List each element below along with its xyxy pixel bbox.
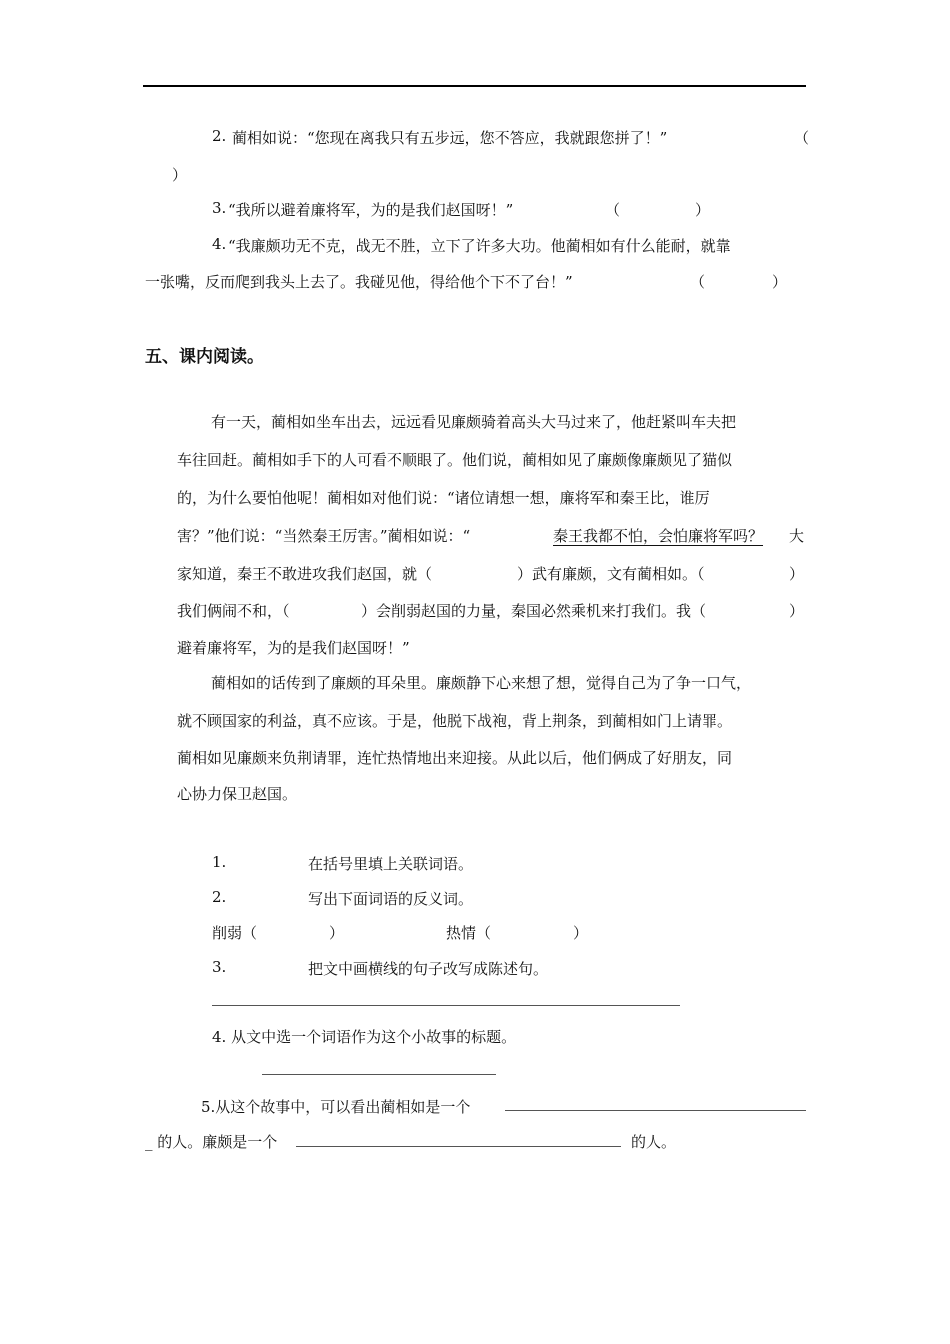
question-5-part3: 的人。 [631, 1133, 677, 1151]
item-3-paren-open: （ [605, 201, 621, 219]
antonym-1-close: ） [329, 924, 345, 942]
passage-line-3: 的，为什么要怕他呢！蔺相如对他们说：“诸位请想一想，廉将军和秦王比，谁厉 [177, 489, 710, 507]
item-2-text: 蔺相如说：“您现在离我只有五步远，您不答应，我就跟您拼了！” [232, 129, 668, 147]
question-5-part2: _ 的人。廉颇是一个 [145, 1133, 278, 1151]
question-4-answer-line[interactable] [262, 1074, 496, 1075]
item-4-text-line2: 一张嘴，反而爬到我头上去了。我碰见他，得给他个下不了台！” [145, 273, 573, 291]
question-1-text: 在括号里填上关联词语。 [308, 855, 474, 873]
item-4-text-line1: “我廉颇功无不克，战无不胜，立下了许多大功。他蔺相如有什么能耐，就靠 [228, 237, 731, 255]
passage-line-4c: 大 [789, 527, 805, 545]
paragraph2-line-2: 就不顾国家的利益，真不应该。于是，他脱下战袍，背上荆条，到蔺相如门上请罪。 [177, 712, 733, 730]
passage-line-4a: 害？”他们说：“当然秦王厉害。”蔺相如说：“ [177, 527, 471, 545]
question-3-number: 3. [212, 958, 227, 976]
question-5-blank-2[interactable] [296, 1146, 621, 1147]
paragraph2-line-4: 心协力保卫赵国。 [177, 785, 298, 803]
passage-line-6b: ）会削弱赵国的力量，秦国必然乘机来打我们。我（ [361, 602, 707, 620]
item-4-paren-open: （ [690, 273, 706, 291]
question-5-blank-1[interactable] [505, 1110, 806, 1111]
passage-line-6a: 我们俩闹不和，（ [177, 602, 290, 620]
passage-line-1: 有一天，蔺相如坐车出去，远远看见廉颇骑着高头大马过来了，他赶紧叫车夫把 [211, 413, 737, 431]
paragraph2-line-3: 蔺相如见廉颇来负荆请罪，连忙热情地出来迎接。从此以后，他们俩成了好朋友，同 [177, 749, 733, 767]
question-1-number: 1. [212, 853, 227, 871]
antonym-1-label: 削弱（ [212, 924, 258, 942]
section-title: 五、课内阅读。 [145, 347, 264, 367]
passage-line-5a: 家知道，秦王不敢进攻我们赵国，就（ [177, 565, 433, 583]
item-4-paren-close: ） [772, 273, 788, 291]
antonym-2-close: ） [573, 924, 589, 942]
question-5-part1: 5.从这个故事中，可以看出蔺相如是一个 [201, 1098, 471, 1116]
question-3-text: 把文中画横线的句子改写成陈述句。 [308, 960, 549, 978]
item-3-paren-close: ） [695, 201, 711, 219]
header-rule [143, 85, 806, 87]
question-4-text: 4. 从文中选一个词语作为这个小故事的标题。 [212, 1028, 517, 1046]
item-4-number: 4. [212, 235, 227, 253]
question-2-text: 写出下面词语的反义词。 [308, 890, 474, 908]
item-2-number: 2. [212, 127, 227, 145]
passage-line-5c: ） [789, 565, 805, 583]
passage-line-7: 避着廉将军，为的是我们赵国呀！” [177, 639, 410, 657]
item-2-paren-close: ） [172, 166, 188, 184]
paragraph2-line-1: 蔺相如的话传到了廉颇的耳朵里。廉颇静下心来想了想，觉得自己为了争一口气， [211, 674, 752, 692]
antonym-2-label: 热情（ [446, 924, 492, 942]
underlined-sentence: 秦王我都不怕，会怕廉将军吗？ [553, 527, 764, 545]
passage-line-5b: ）武有廉颇，文有蔺相如。（ [517, 565, 705, 583]
question-3-answer-line[interactable] [212, 1005, 680, 1006]
question-2-number: 2. [212, 888, 227, 906]
item-3-number: 3. [212, 199, 227, 217]
item-3-text: “我所以避着廉将军，为的是我们赵国呀！” [228, 201, 514, 219]
item-2-paren-open: （ [794, 129, 810, 147]
passage-line-2: 车往回赶。蔺相如手下的人可看不顺眼了。他们说，蔺相如见了廉颇像廉颇见了猫似 [177, 451, 733, 469]
passage-line-6c: ） [789, 602, 805, 620]
